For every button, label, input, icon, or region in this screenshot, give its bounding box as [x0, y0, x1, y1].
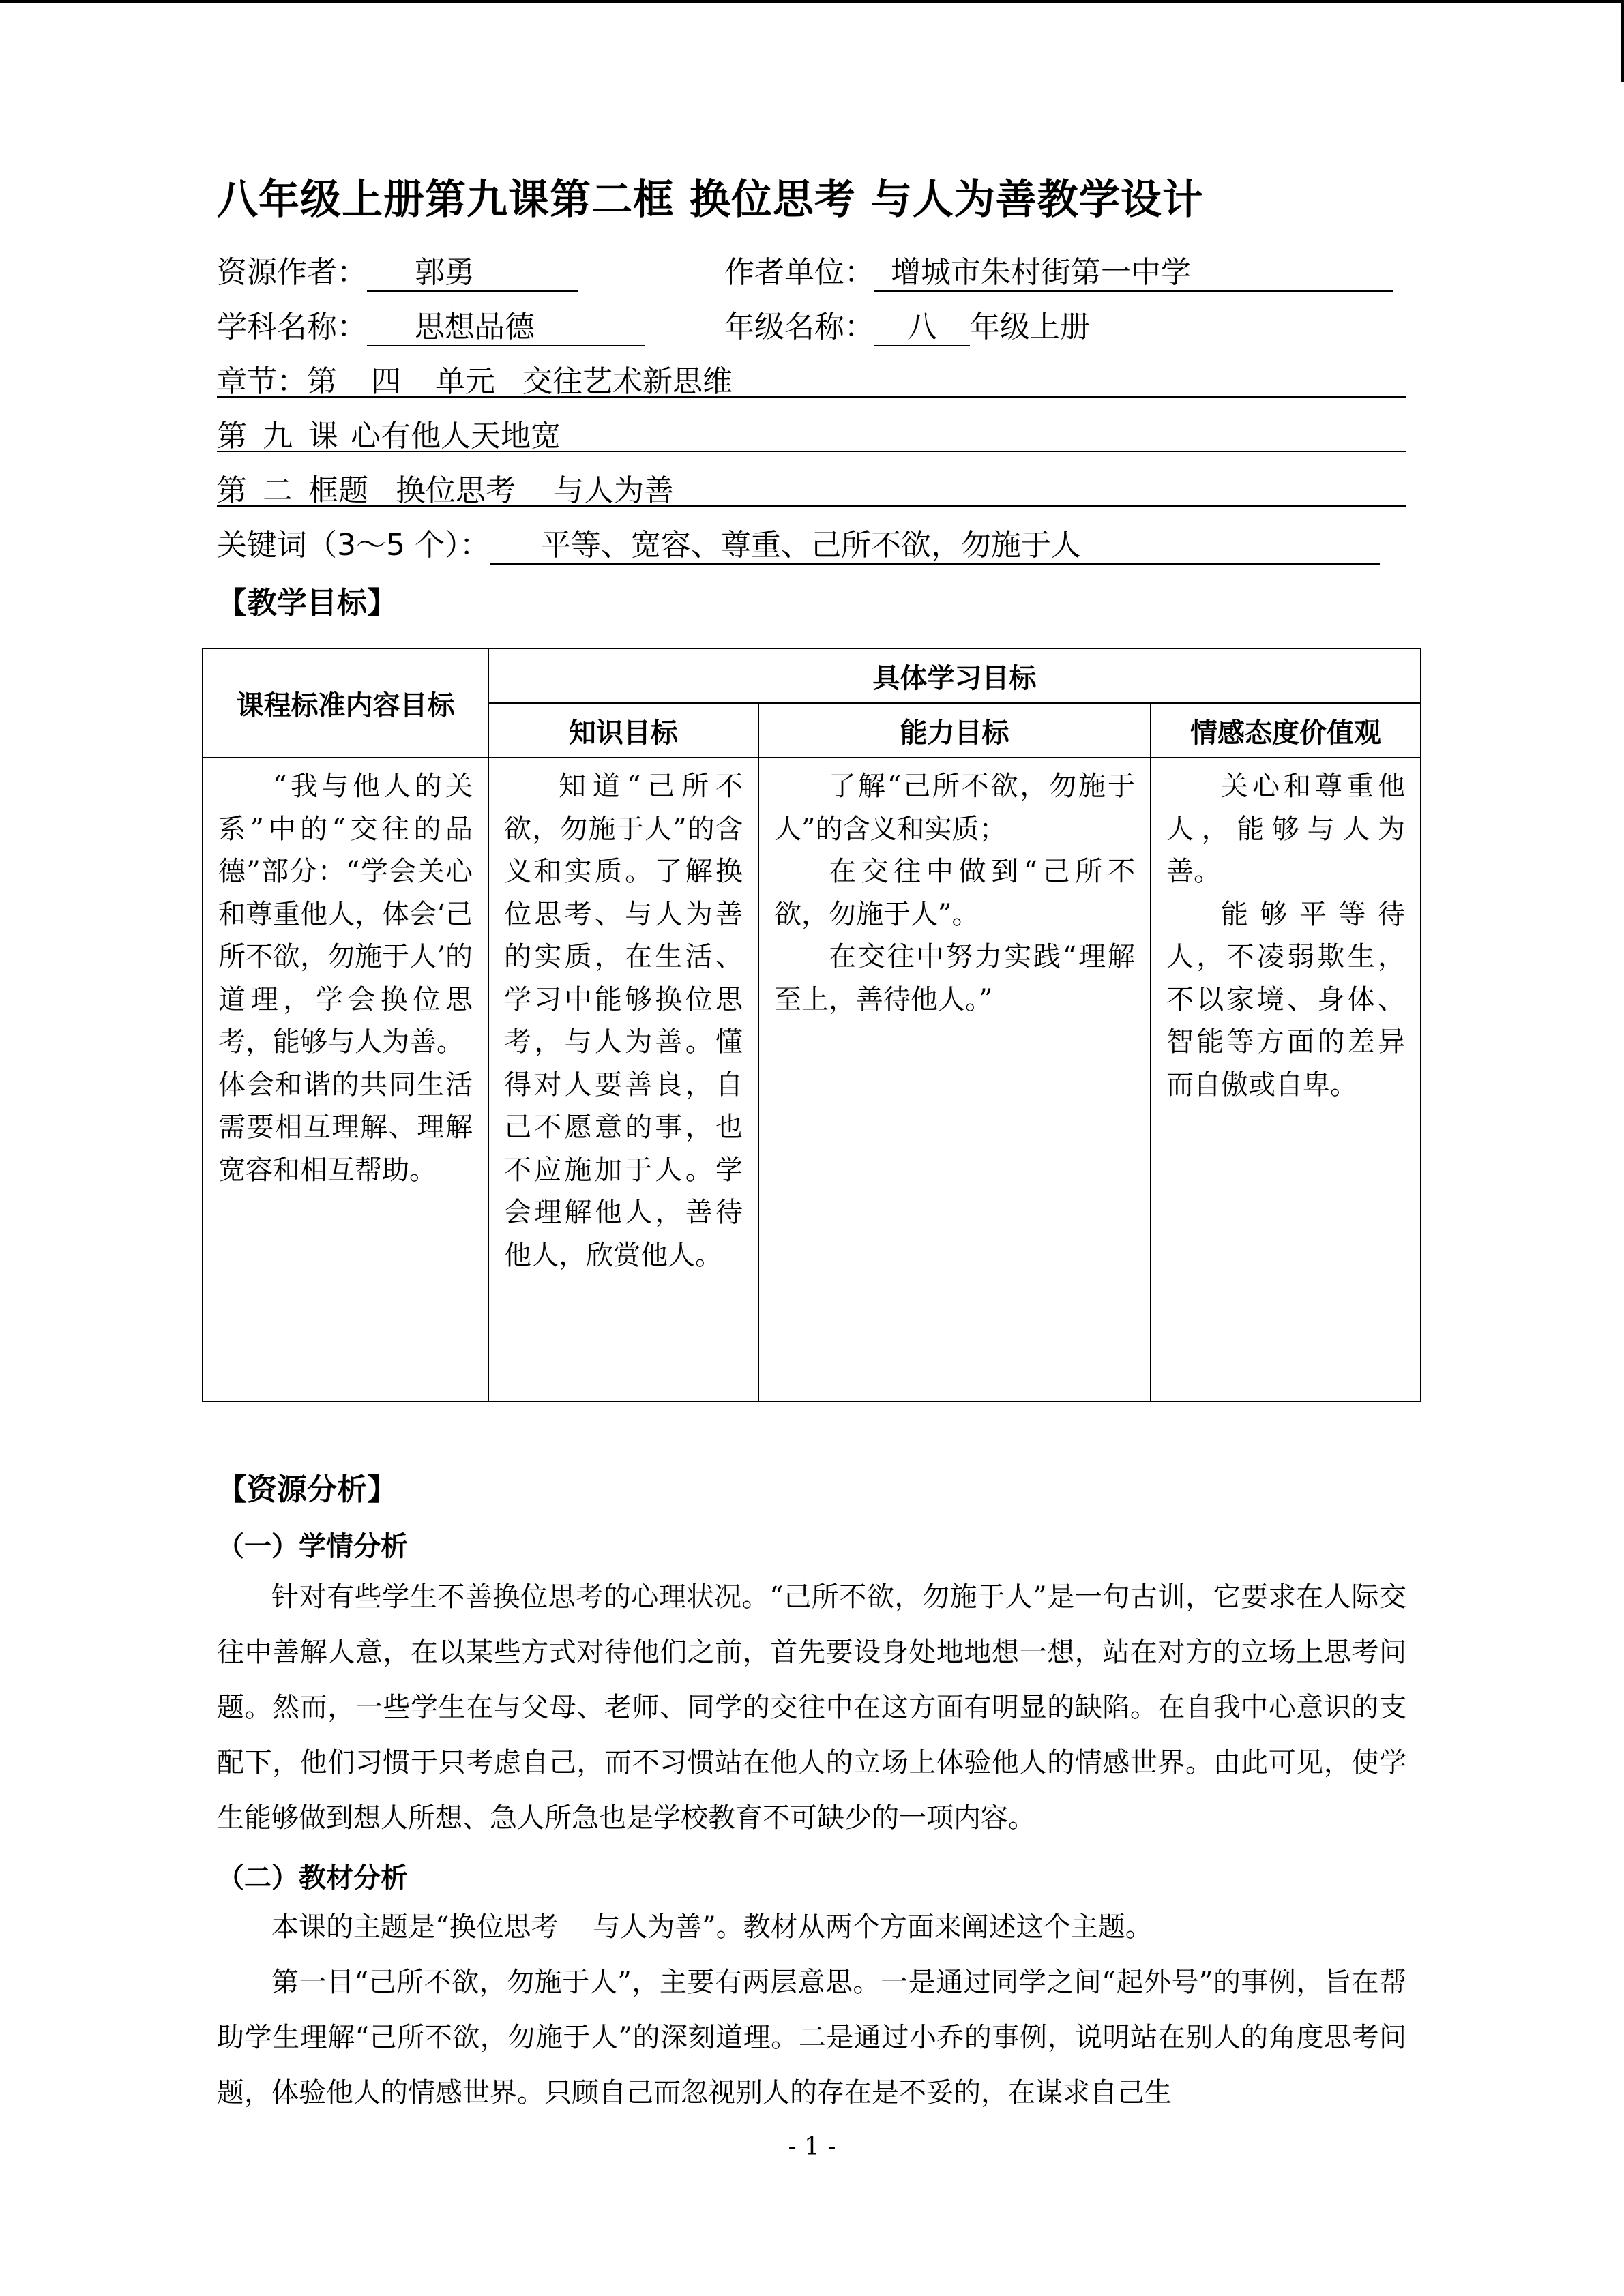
lesson-title: 心有他人天地宽 [351, 419, 561, 453]
frame-word: 框题 [308, 473, 368, 508]
grade-suffix: 年级上册 [970, 310, 1090, 344]
knowledge-goal-text: 知道“己所不欲，勿施于人”的含义和实质。了解换位思考、与人为善的实质，在生活、学习中能够换位思考，与人为善。懂得对人要善良，自己不愿意的事，也不应施加于人。学会理解他人，善待他人，欣赏他人。 [504, 771, 743, 1271]
unit-value: 增城市朱村街第一中学 [874, 256, 1393, 292]
frame-title: 换位思考 与人为善 [396, 473, 674, 508]
unit-label: 作者单位： [724, 255, 874, 290]
ability-goal-text-2: 在交往中做到“己所不欲，勿施于人”。 [774, 856, 1135, 930]
subject-value: 思想品德 [367, 310, 645, 346]
grade-value: 八 [874, 310, 970, 346]
header-knowledge-goals: 知识目标 [488, 703, 758, 758]
analysis-heading: 【资源分析】 [217, 1472, 397, 1507]
keywords-value: 平等、宽容、尊重、己所不欲，勿施于人 [490, 528, 1380, 565]
header-standard-goals: 课程标准内容目标 [203, 648, 488, 758]
textbook-analysis-heading: （二）教材分析 [217, 1862, 408, 1894]
cell-knowledge-goals [488, 758, 758, 1401]
learner-analysis-paragraph: 针对有些学生不善换位思考的心理状况。“己所不欲，勿施于人”是一句古训，它要求在人际交往中善解人意，在以某些方式对待他们之前，首先要设身处地地想一想，站在对方的立场上思考问题。然而，一些学生在与父母、老师、同学的交往中在这方面有明显的缺陷。在自我中心意识的支配下，他们习惯于只考虑自己，而不习惯站在他人的立场上体验他人的情感世界。由此可见，使学生能够做到想人所想、急人所急也是学校教育不可缺少的一项内容。 [217, 1581, 1406, 1834]
ability-goal-text-1: 了解“己所不欲，勿施于人”的含义和实质； [774, 771, 1135, 845]
textbook-analysis-paragraph-1: 本课的主题是“换位思考 与人为善”。教材从两个方面来阐述这个主题。 [271, 1911, 1153, 1943]
header-ability-goals: 能力目标 [758, 703, 1151, 758]
cell-standard-goals [203, 758, 488, 1401]
lesson-row [217, 411, 1406, 452]
standard-goal-text: “我与他人的关系”中的“交往的品德”部分：“学会关心和尊重他人，体会‘己所不欲，勿施于人’的道理，学会换位思考，能够与人为善。 [218, 771, 473, 1058]
cell-emotion-goals [1151, 758, 1421, 1401]
lesson-prefix: 第 [217, 419, 247, 453]
emotion-goal-text-1: 关心和尊重他人，能够与人为善。 [1166, 771, 1406, 887]
subject-row [217, 302, 645, 346]
author-value: 郭勇 [367, 256, 578, 292]
chapter-prefix: 章节：第 [217, 364, 337, 399]
author-label: 资源作者： [217, 255, 367, 290]
ability-goal-text-3: 在交往中努力实践“理解至上，善待他人。” [774, 941, 1135, 1015]
standard-goal-text-2: 体会和谐的共同生活需要相互理解、理解宽容和相互帮助。 [218, 1069, 473, 1186]
unit-row [724, 248, 1393, 292]
goals-heading: 【教学目标】 [217, 586, 397, 621]
frame-row [217, 466, 1406, 507]
frame-number: 二 [263, 473, 293, 508]
chapter-row [217, 357, 1406, 398]
chapter-title: 交往艺术新思维 [522, 364, 733, 399]
grade-label: 年级名称： [724, 310, 874, 344]
page-right-border [1621, 0, 1624, 82]
teaching-goals-table [202, 648, 1421, 1402]
keywords-row [217, 520, 1380, 565]
subject-label: 学科名称： [217, 310, 367, 344]
lesson-number: 九 [263, 419, 293, 453]
chapter-number: 四 [371, 364, 401, 399]
textbook-analysis-paragraph-2: 第一目“己所不欲，勿施于人”，主要有两层意思。一是通过同学之间“起外号”的事例，旨在帮助学生理解“己所不欲，勿施于人”的深刻道理。二是通过小乔的事例，说明站在别人的角度思考问题，体验他人的情感世界。只顾自己而忽视别人的存在是不妥的，在谋求自己生 [217, 1967, 1406, 2108]
frame-prefix: 第 [217, 473, 247, 508]
chapter-unit-word: 单元 [435, 364, 495, 399]
lesson-word: 课 [308, 419, 338, 453]
header-emotion-goals: 情感态度价值观 [1151, 703, 1421, 758]
emotion-goal-text-2: 能够平等待人，不凌弱欺生，不以家境、身体、智能等方面的差异而自傲或自卑。 [1166, 898, 1406, 1101]
learner-analysis-heading: （一）学情分析 [217, 1531, 408, 1562]
keywords-label: 关键词（3～5 个）： [217, 528, 490, 563]
header-specific-goals: 具体学习目标 [488, 648, 1421, 703]
grade-row [724, 302, 1090, 346]
document-title: 八年级上册第九课第二框 换位思考 与人为善教学设计 [217, 176, 1204, 224]
page-top-border [0, 0, 1624, 3]
author-row [217, 248, 578, 292]
page-number: - 1 - [788, 2133, 836, 2161]
cell-ability-goals [758, 758, 1151, 1401]
